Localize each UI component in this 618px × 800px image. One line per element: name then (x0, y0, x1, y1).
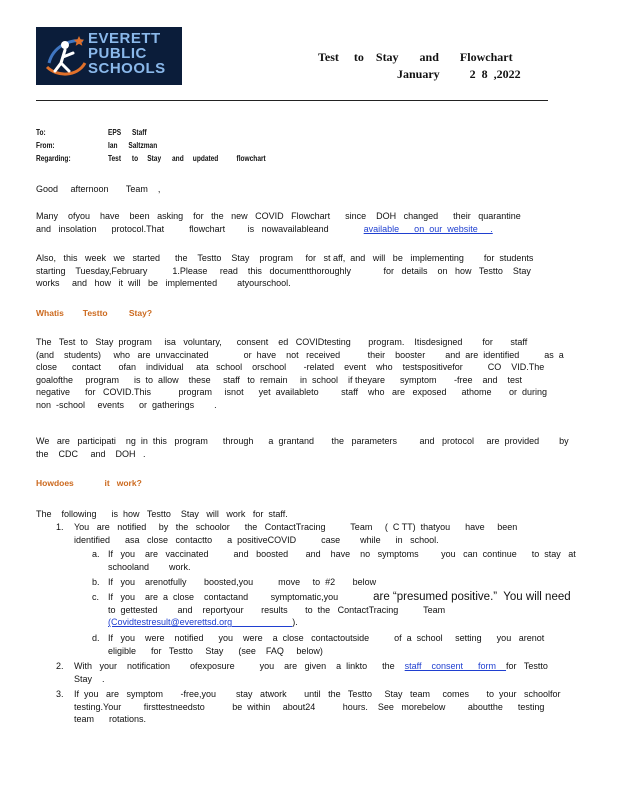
greeting (36, 183, 576, 196)
covid-email-link[interactable]: (Covidtestresult@everettsd.org (108, 617, 293, 628)
intro-line: Also, this week we started the Testto Stay program for st aff, and will be implementing for students (36, 253, 534, 263)
sub-label: c. (92, 592, 100, 602)
list-line: identified asa close contactto a positiveCOVID case while in school. (74, 534, 439, 545)
list-line: testing.Your firsttestneedsto be within about24 hours. See morebelow aboutthe testing (74, 701, 545, 712)
intro-line: Many ofyou have been asking for the new COVID Flowchart since DOH changed their quarantine (36, 211, 521, 221)
list-line: You are notified by the schoolor the ContactTracing Team ( C TT) thatyou have been (74, 522, 518, 532)
memo-regarding-label: Regarding: (36, 154, 71, 163)
logo-word-3: SCHOOLS (88, 60, 166, 77)
email-close: ). (292, 617, 298, 628)
list-number: 2. (56, 661, 64, 671)
how-intro (36, 508, 576, 521)
body-line: (and students) who are unvaccinated or have not received their booster and are identified as a (36, 349, 564, 360)
list-line (108, 591, 571, 604)
body-line: close contact ofan individual ata school orschool -related event who testspositivefor CO VID.The (36, 362, 545, 373)
body-line: the CDC and DOH . (36, 448, 146, 459)
list-line: eligible for Testto Stay (see FAQ below) (108, 645, 323, 656)
sub-label: b. (92, 577, 100, 587)
memo-to-label: To: (36, 128, 46, 137)
body-line: We are participati ng in this program through a grantand the parameters and protocol are provided by (36, 436, 569, 446)
list-line: to gettested and reportyour results to the ContactTracing Team (108, 604, 446, 615)
body-line: non -school events or gatherings . (36, 399, 217, 410)
memo-to-value: EPS Staff (108, 128, 147, 137)
list-line: schooland work. (108, 561, 191, 572)
list-number: 1. (56, 522, 64, 532)
district-logo (36, 27, 182, 85)
intro-line: starting Tuesday,February 1.Please read this documentthoroughly for details on how Testto Stay (36, 265, 531, 276)
list-line-text: With your notification ofexposure you are given a linkto the (74, 661, 405, 671)
body-line: negative for COVID.This program isnot yet availableto staff who are exposed athome or during (36, 387, 548, 398)
document-title: Test to Stay and Flowchart (318, 50, 513, 64)
what-is-paragraph (36, 336, 576, 412)
body-line: The following is how Testto Stay will work for staff. (36, 509, 288, 519)
presumed-positive-text: are “presumed positive.” You will need (373, 591, 571, 603)
intro-line (36, 223, 576, 236)
body-line: The Test to Stay program isa voluntary, consent ed COVIDtesting program. Itisdesigned for staff (36, 337, 528, 347)
sub-label: d. (92, 633, 100, 643)
header-divider (36, 100, 548, 101)
intro-line: works and how it will be implemented atyourschool. (36, 278, 291, 289)
intro-line-text: and insolation protocol.That flowchart is nowavailableand (36, 223, 364, 234)
list-line (108, 616, 571, 629)
memo-from-value: Ian Saltzman (108, 141, 158, 150)
greeting-text: Good afternoon Team , (36, 184, 161, 194)
section-heading-how-does: Howdoes it work? (36, 478, 142, 488)
list-line: If you were notified you were a close contactoutside of a school setting you arenot (108, 633, 545, 643)
section-heading-what-is: Whatis Testto Stay? (36, 308, 153, 318)
body-line: goalofthe program is to allow these staff to remain in school if theyare symptom -free and test (36, 374, 523, 385)
intro-paragraph-2 (36, 252, 576, 290)
list-line: Stay . (74, 673, 105, 684)
participation-paragraph (36, 435, 576, 460)
intro-paragraph (36, 210, 576, 235)
list-line: If you are symptom -free,you stay atwork until the Testto Stay team comes to your schoolfor (74, 689, 561, 699)
document-date: January 2 8 ,2022 (397, 67, 521, 81)
list-line: team rotations. (74, 714, 147, 725)
list-line-text: If you are a close contactand symptomatic,you (108, 592, 374, 602)
sub-label: a. (92, 549, 100, 559)
list-line: If you are vaccinated and boosted and have no symptoms you can continue to stay at (108, 549, 576, 559)
memo-from-label: From: (36, 141, 55, 150)
staff-consent-form-link[interactable]: staff consent form (404, 661, 507, 671)
student-figure-icon (43, 33, 89, 79)
website-link[interactable]: available on our website . (363, 223, 493, 234)
logo-word-2: PUBLIC (88, 45, 147, 62)
list-line: If you arenotfully boosted,you move to #2 below (108, 577, 377, 587)
logo-word-1: EVERETT (88, 30, 161, 47)
list-number: 3. (56, 689, 64, 699)
list-line-text: for Testto (506, 661, 548, 671)
list-line (74, 660, 548, 673)
memo-regarding-value: Test to Stay and updated flowchart (108, 154, 266, 163)
